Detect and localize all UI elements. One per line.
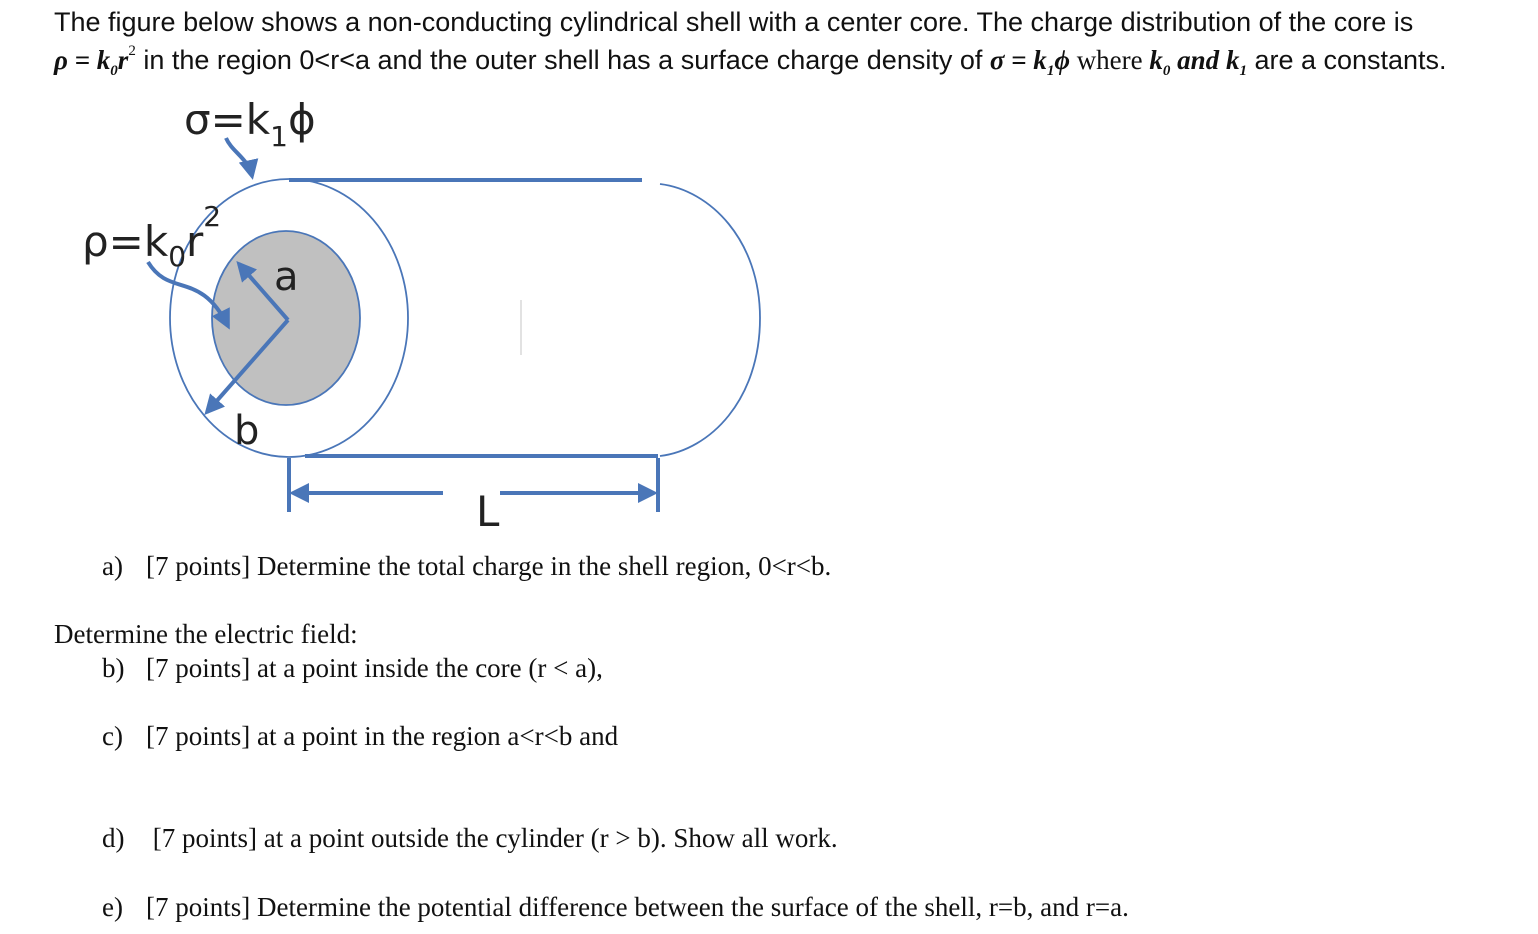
L-label: L [476,487,500,536]
sigma-label-sub: 1 [270,120,288,153]
intro-text-1: The figure below shows a non-conducting cylindrical shell with a center core. The charge distribution of the core is [54,7,1414,37]
question-a-text: [7 points] Determine the total charge in the shell region, 0<r<b. [146,551,832,581]
question-d-letter: d) [102,823,125,853]
rho-label-base: ρ=k [82,217,169,266]
sigma-phi: ϕ [1054,45,1070,75]
question-c-letter: c) [102,721,123,751]
cylinder-end-cap [660,184,760,456]
k1-symbol: k [1225,45,1240,75]
sigma-sub: 1 [1046,63,1055,79]
sigma-label-tail: ϕ [287,95,316,144]
rho-sub: 0 [110,63,118,79]
a-label: a [274,254,299,300]
question-e [102,891,1129,923]
question-a-letter: a) [102,551,123,581]
intro-text-2b: where [1069,45,1150,75]
sigma-label-base: σ=k [184,95,271,144]
rho-label-r: r [186,217,204,266]
field-heading: Determine the electric field: [54,619,358,649]
intro-text-2c: are a constants. [1246,45,1447,75]
question-e-text: [7 points] Determine the potential difference between the surface of the shell, r=b, and r=a. [146,892,1129,922]
intro-text-2a: in the region 0<r<a and the outer shell has a surface charge density of [135,45,990,75]
question-c-text: [7 points] at a point in the region a<r<b and [146,721,619,751]
question-b-letter: b) [102,653,125,683]
rho-label-sub: 0 [168,240,187,273]
question-c [102,720,618,752]
rho-r: r [117,45,129,75]
sigma-label [184,95,316,153]
k0-symbol: k [1149,45,1163,75]
b-label: b [234,408,260,454]
k0-sub: 0 [1162,63,1171,79]
question-d-text: [7 points] at a point outside the cylinder (r > b). Show all work. [146,823,838,853]
rho-label-sup: 2 [203,200,222,233]
k1-sub: 1 [1239,63,1247,79]
intro-and: and [1170,45,1226,75]
rho-sup: 2 [128,43,136,59]
question-b [102,652,603,684]
question-b-text: [7 points] at a point inside the core (r < a), [146,653,603,683]
rho-symbol: ρ = k [54,45,111,75]
sigma-symbol: σ = k [989,45,1047,75]
question-e-letter: e) [102,892,123,922]
question-d [102,822,838,854]
rho-label [82,200,221,273]
question-a [102,550,831,582]
